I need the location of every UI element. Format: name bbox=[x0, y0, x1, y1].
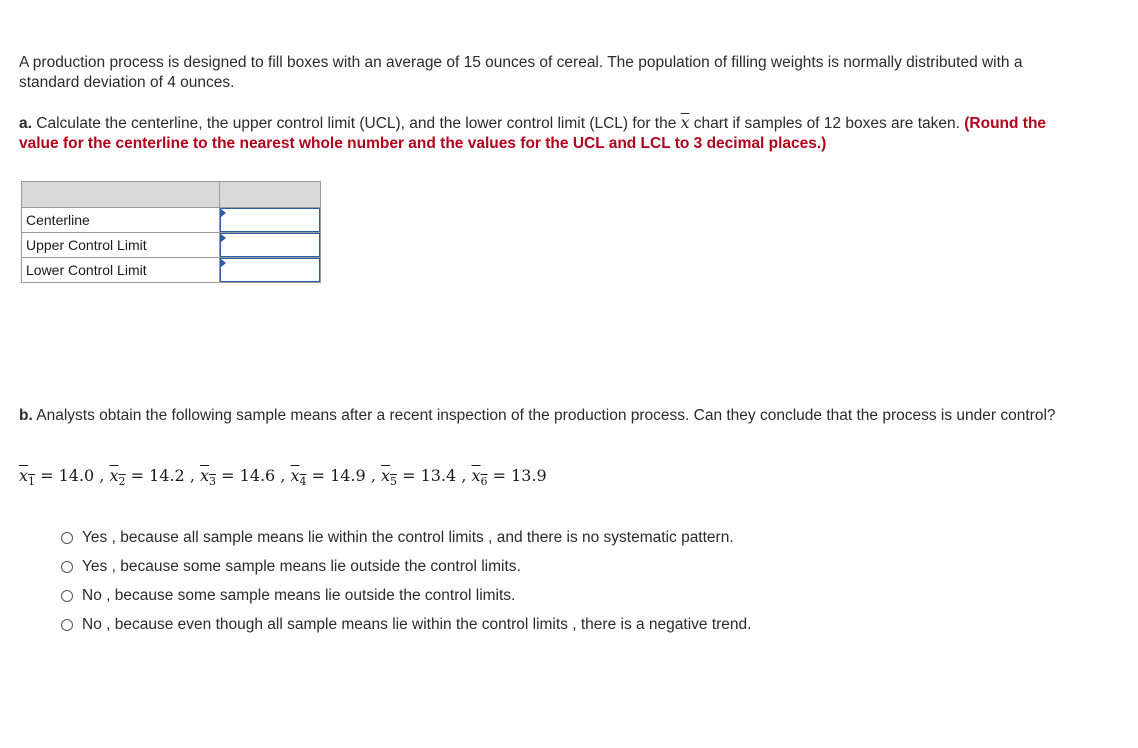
input-marker-icon bbox=[221, 209, 226, 217]
table-row-lcl bbox=[22, 258, 321, 283]
option-4-reason: because even though all sample means lie within the control limits bbox=[114, 615, 568, 633]
part-b-label: b. bbox=[19, 407, 33, 424]
rounding-instruction: (Round the value for the centerline to the nearest whole number and the values for the UCL and LCL to 3 decimal places.) bbox=[19, 115, 1047, 152]
ucl-cell bbox=[220, 233, 321, 258]
input-marker-icon bbox=[221, 259, 226, 267]
option-3-reason: because some sample means lie outside the control limits. bbox=[114, 586, 516, 604]
problem-intro: A production process is designed to fill boxes with an average of 15 ounces of cereal. The population of filling weights is normally distributed with a standard deviation of 4 ounces. bbox=[19, 54, 1023, 91]
option-1-reason: because all sample means lie within the control limits bbox=[120, 528, 484, 546]
lcl-cell bbox=[220, 258, 321, 283]
centerline-label: Centerline bbox=[22, 208, 220, 233]
part-b-text: Analysts obtain the following sample means after a recent inspection of the production process. Can they conclude that the process is under control? bbox=[36, 407, 1056, 424]
table-row-centerline bbox=[22, 208, 321, 233]
answer-table bbox=[21, 181, 321, 283]
sample-mean-6: $x_6 = 13.9$ bbox=[471, 466, 547, 489]
table-header-row bbox=[22, 182, 321, 208]
option-1-answer: Yes bbox=[82, 528, 108, 546]
ucl-input[interactable] bbox=[220, 233, 320, 257]
sample-mean-4: $x_4 = 14.9$ bbox=[290, 466, 366, 489]
option-3[interactable]: No , because some sample means lie outside the control limits. bbox=[61, 581, 751, 610]
part-a-label: a. bbox=[19, 115, 32, 132]
option-4-extra: there is a negative trend. bbox=[580, 615, 752, 633]
part-a-question bbox=[19, 113, 1089, 154]
sample-mean-1: $x_1 = 14.0$ bbox=[19, 466, 95, 489]
table-header-value bbox=[220, 182, 321, 208]
option-2[interactable]: Yes , because some sample means lie outside the control limits. bbox=[61, 552, 751, 581]
option-4[interactable]: No , because even though all sample means lie within the control limits , there is a negative trend. bbox=[61, 610, 751, 639]
option-1-extra: and there is no systematic pattern. bbox=[496, 528, 734, 546]
option-1[interactable]: Yes , because all sample means lie within the control limits , and there is no systematic pattern. bbox=[61, 523, 751, 552]
radio-button-icon[interactable] bbox=[61, 532, 73, 544]
part-b-question bbox=[19, 406, 1089, 426]
lcl-label: Lower Control Limit bbox=[22, 258, 220, 283]
radio-button-icon[interactable] bbox=[61, 561, 73, 573]
sample-mean-5: $x_5 = 13.4$ bbox=[381, 466, 457, 489]
option-2-reason: because some sample means lie outside the control limits. bbox=[120, 557, 521, 575]
radio-button-icon[interactable] bbox=[61, 590, 73, 602]
table-header-label bbox=[22, 182, 220, 208]
sample-mean-3: $x_3 = 14.6$ bbox=[200, 466, 276, 489]
ucl-label: Upper Control Limit bbox=[22, 233, 220, 258]
option-2-answer: Yes bbox=[82, 557, 108, 575]
centerline-cell bbox=[220, 208, 321, 233]
option-3-answer: No bbox=[82, 586, 102, 604]
sample-means: $x_1 = 14.0$ , $x_2 = 14.2$ , $x_3 = 14.6$ , $x_4 = 14.9$ , $x_5 = 13.4$ , $x_6 = 13.9$ bbox=[19, 466, 547, 489]
part-a-text: Calculate the centerline, the upper control limit (UCL), and the lower control limit (LCL) for the bbox=[36, 115, 677, 132]
xbar-symbol: $\overline{x}$ bbox=[680, 114, 690, 132]
radio-button-icon[interactable] bbox=[61, 619, 73, 631]
lcl-input[interactable] bbox=[220, 258, 320, 282]
option-4-answer: No bbox=[82, 615, 102, 633]
table-row-ucl bbox=[22, 233, 321, 258]
answer-options bbox=[61, 523, 751, 639]
part-a-text-after: chart if samples of 12 boxes are taken. bbox=[693, 115, 960, 132]
centerline-input[interactable] bbox=[220, 208, 320, 232]
sample-mean-2: $x_2 = 14.2$ bbox=[109, 466, 185, 489]
input-marker-icon bbox=[221, 234, 226, 242]
